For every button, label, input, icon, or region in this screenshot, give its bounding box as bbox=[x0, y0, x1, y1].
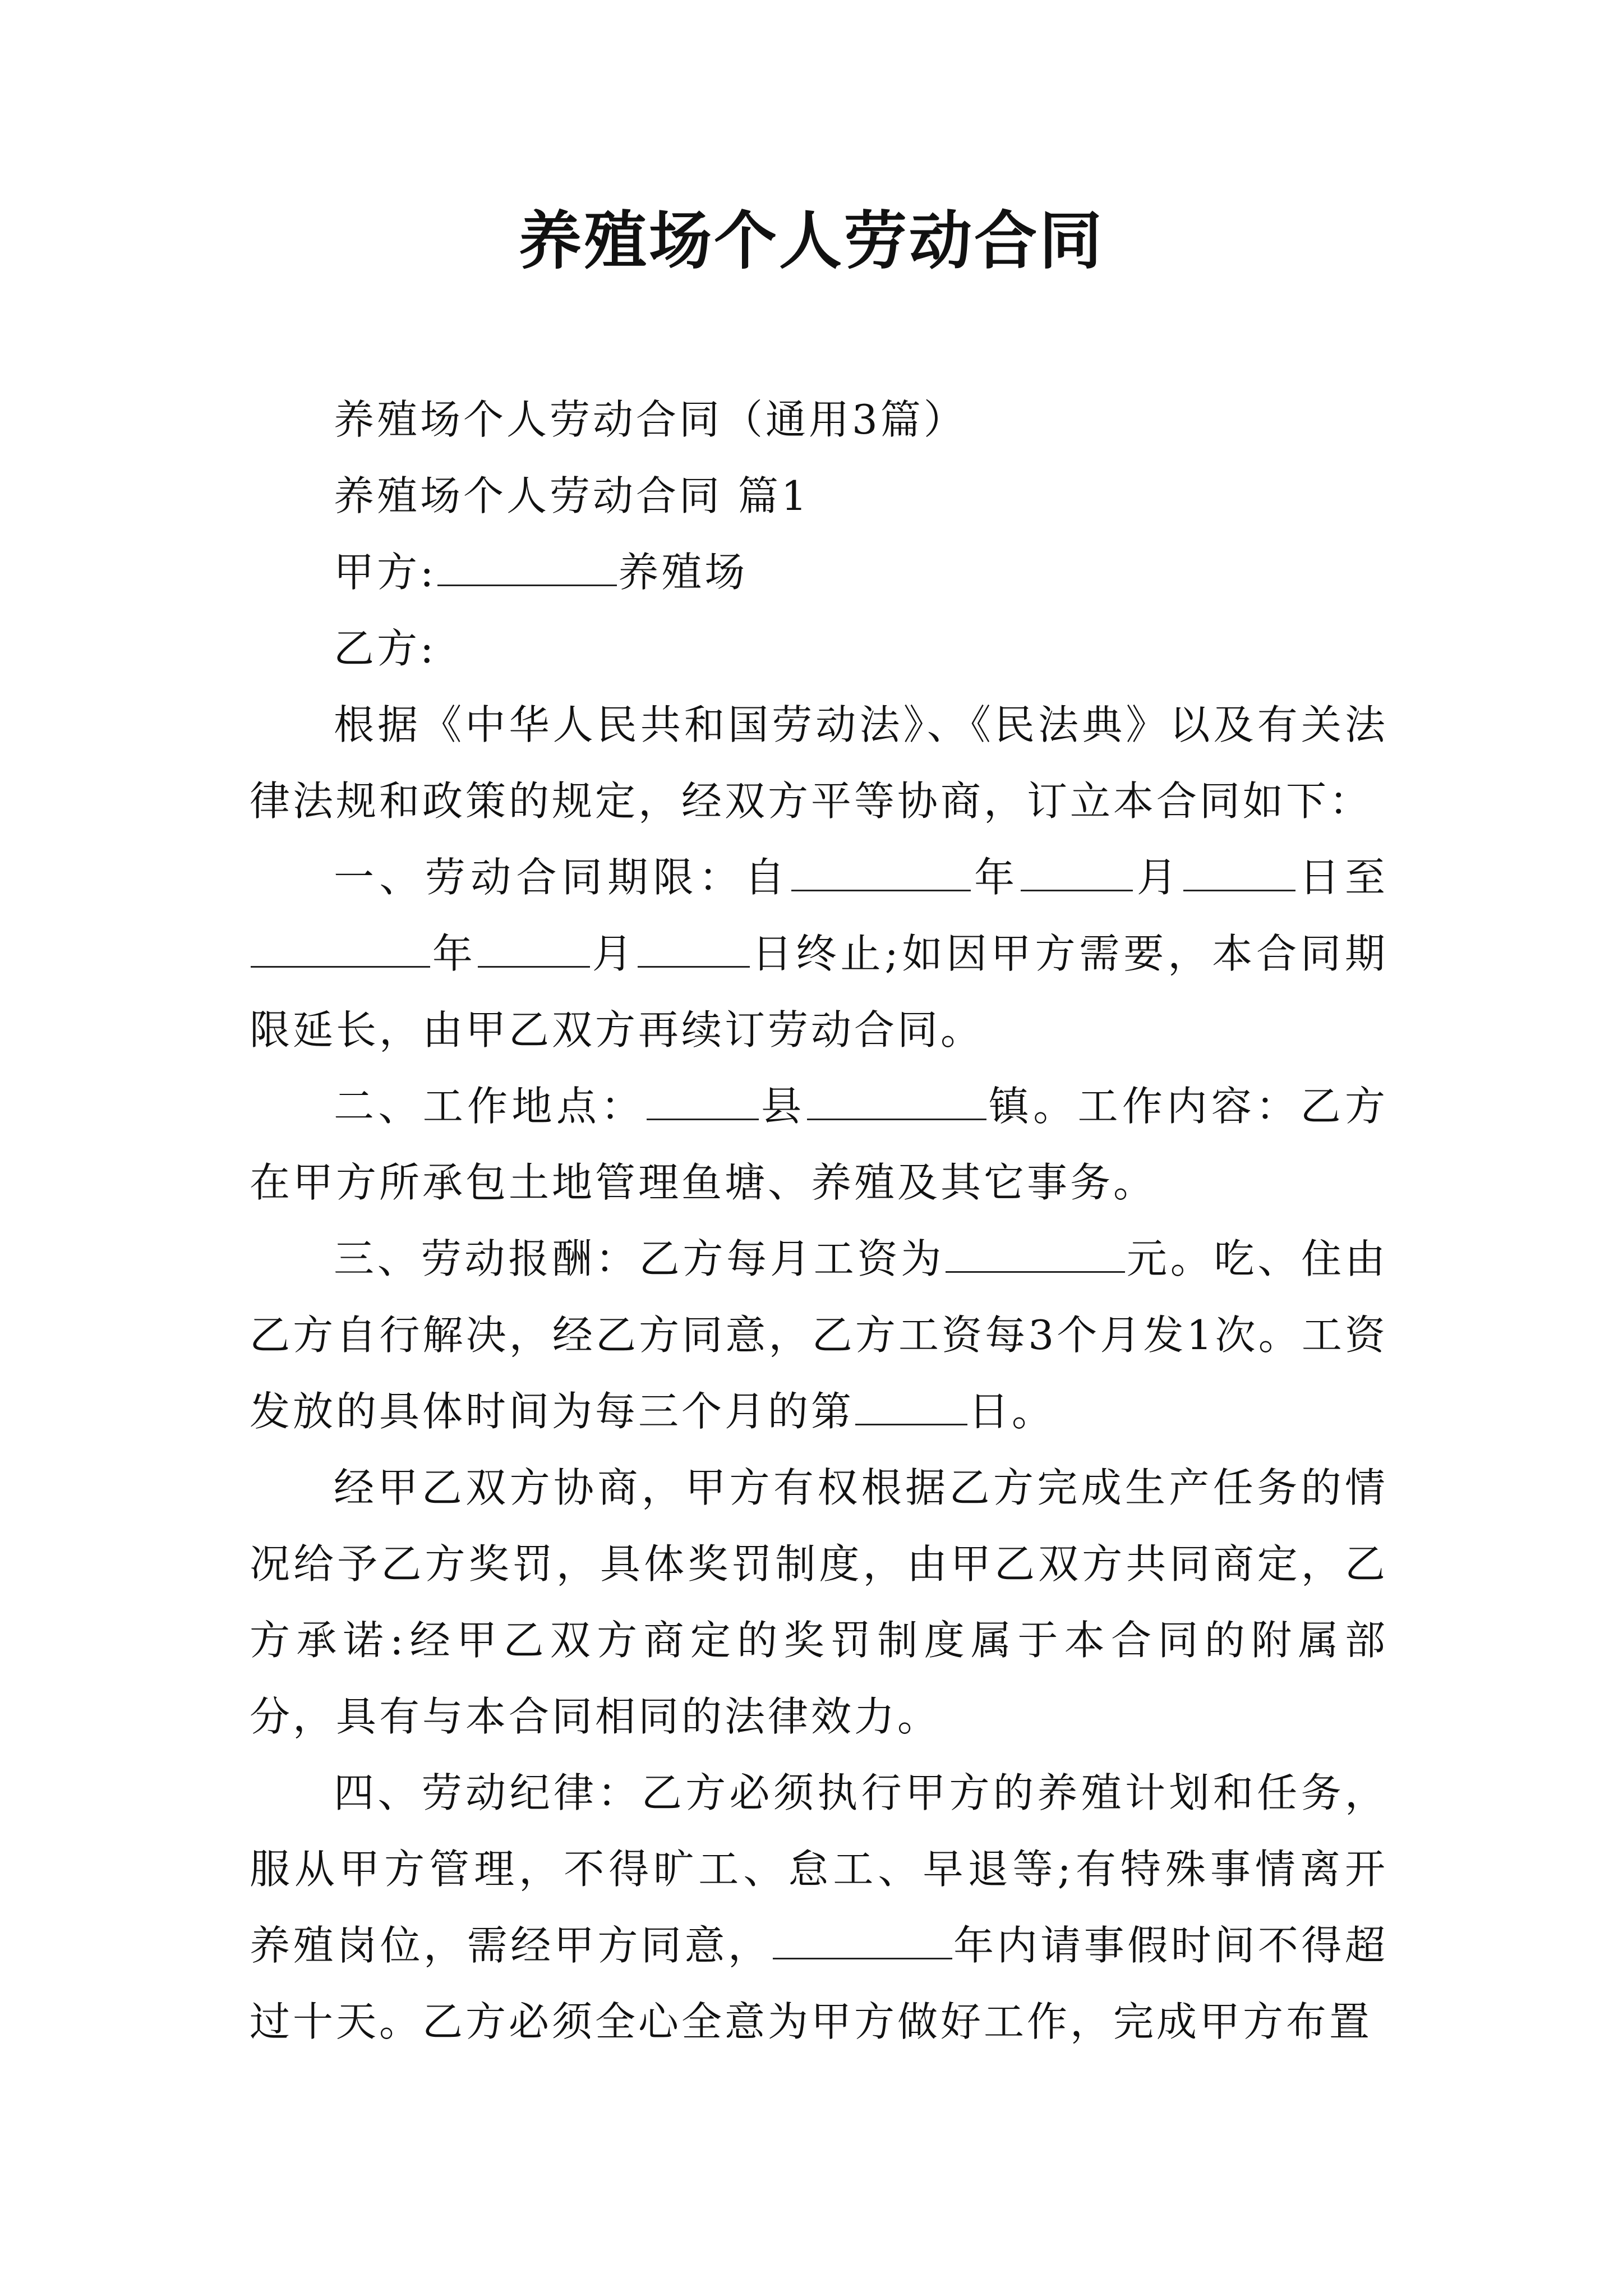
town-blank bbox=[807, 1082, 986, 1120]
salary-blank bbox=[946, 1235, 1125, 1273]
start-year-blank bbox=[791, 853, 971, 891]
clause-1-text: 年 bbox=[431, 930, 477, 977]
clause-1-text: 年 bbox=[971, 854, 1020, 901]
clause-1-text: 月 bbox=[1134, 854, 1183, 901]
party-a-label: 甲方: bbox=[334, 549, 437, 596]
intro-paragraph: 根据《中华人民共和国劳动法》、《民法典》以及有关法律法规和政策的规定，经双方平等协商，订立本合同如下： bbox=[250, 701, 1388, 825]
clause-1-text: 日终止;如因甲方需要，本合同期限延长，由甲乙双方再续订劳动合同。 bbox=[250, 930, 1388, 1053]
clause-1-text: 一、劳动合同期限：自 bbox=[334, 854, 790, 901]
party-a-suffix: 养殖场 bbox=[618, 549, 748, 596]
clause-3-text: 元。吃、住由乙方自行解决，经乙方同意，乙方工资每3个月发1次。工资发放的具体时间为每三个月的第 bbox=[250, 1235, 1388, 1435]
document-body bbox=[250, 381, 1388, 2060]
end-year-blank bbox=[251, 930, 430, 968]
clause-3-pay bbox=[250, 1221, 1388, 1450]
party-b-label: 乙方: bbox=[334, 625, 437, 672]
start-day-blank bbox=[1183, 853, 1295, 891]
party-b-line bbox=[250, 610, 1388, 687]
clause-1-text: 日至 bbox=[1297, 854, 1388, 901]
clause-4-text: 四、劳动纪律：乙方必须执行甲方的养殖计划和任务，服从甲方管理，不得旷工、怠工、早退等;有特殊事情离开养殖岗位，需经甲方同意， bbox=[250, 1769, 1388, 1969]
clause-3-text: 日。 bbox=[969, 1388, 1055, 1435]
clause-2-text: 县 bbox=[759, 1083, 806, 1130]
section-heading: 养殖场个人劳动合同 篇1 bbox=[334, 472, 810, 519]
county-blank bbox=[647, 1082, 759, 1120]
document-title: 养殖场个人劳动合同 bbox=[519, 204, 1104, 278]
clause-1-text: 月 bbox=[591, 930, 637, 977]
clause-4-discipline bbox=[250, 1755, 1388, 2060]
leave-year-blank bbox=[773, 1921, 952, 1959]
clause-4-text: 年内请事假时间不得超过十天。乙方必须全心全意为甲方做好工作，完成甲方布置 bbox=[250, 1922, 1388, 2045]
end-month-blank bbox=[478, 930, 590, 968]
start-month-blank bbox=[1021, 853, 1133, 891]
party-a-blank bbox=[437, 548, 617, 586]
clause-3-text: 三、劳动报酬：乙方每月工资为 bbox=[334, 1235, 945, 1282]
clause-1-term bbox=[250, 839, 1388, 1068]
clause-2-location bbox=[250, 1068, 1388, 1221]
party-a-line bbox=[250, 534, 1388, 610]
end-day-blank bbox=[638, 930, 750, 968]
clause-2-text: 二、工作地点： bbox=[334, 1083, 645, 1130]
pay-day-blank bbox=[855, 1387, 967, 1425]
clause-2-text: 镇。工作内容：乙方在甲方所承包土地管理鱼塘、养殖及其它事务。 bbox=[250, 1083, 1388, 1206]
clause-3-rewards: 经甲乙双方协商，甲方有权根据乙方完成生产任务的情况给予乙方奖罚，具体奖罚制度，由甲乙双方共同商定，乙方承诺:经甲乙双方商定的奖罚制度属于本合同的附属部分，具有与本合同相同的法律效力。 bbox=[250, 1464, 1388, 1740]
subtitle-line: 养殖场个人劳动合同（通用3篇） bbox=[334, 396, 967, 443]
